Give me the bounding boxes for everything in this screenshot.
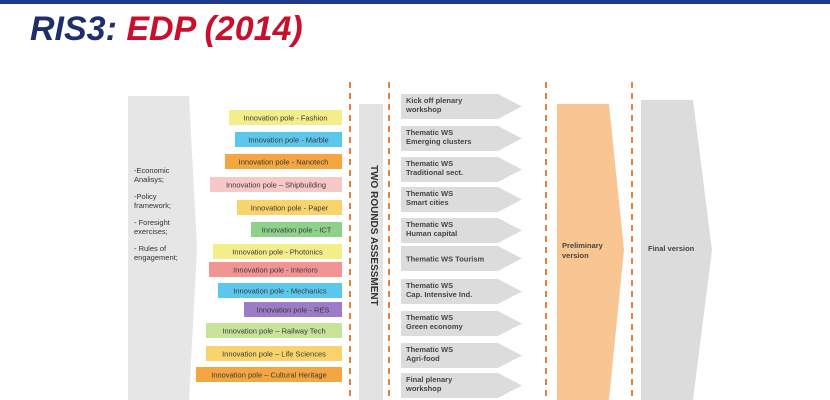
workshop-label: Thematic WS [406, 159, 454, 168]
innovation-pole-label: Innovation pole - Fashion [243, 113, 328, 123]
title-main: EDP (2014) [126, 10, 303, 48]
innovation-pole-label: Innovation pole - RES [256, 305, 330, 315]
innovation-pole-label: Innovation pole – Shipbuilding [225, 180, 327, 190]
preliminary-version-label: Preliminary [562, 241, 603, 250]
analysis-item-text: engagement; [134, 253, 178, 262]
innovation-pole-label: Innovation pole - Photonics [232, 247, 323, 257]
analysis-item-text: Analisys; [134, 175, 165, 184]
preliminary-version-label: version [562, 251, 589, 260]
innovation-pole-label: Innovation pole - Marble [248, 135, 329, 145]
analysis-item-text: exercises; [134, 227, 168, 236]
workshop-label: Thematic WS [406, 313, 454, 322]
innovation-pole-label: Innovation pole - ICT [261, 225, 332, 235]
innovation-pole-label: Innovation pole - Nanotech [238, 157, 329, 167]
assessment-label: TWO ROUNDS ASSESSMENT [368, 165, 379, 306]
workshop-label: Green economy [406, 322, 463, 331]
workshop-label: Thematic WS Tourism [406, 254, 485, 264]
innovation-pole-label: Innovation pole - Mechanics [233, 286, 327, 296]
innovation-pole-label: Innovation pole – Life Sciences [222, 349, 326, 359]
innovation-pole-label: Innovation pole – Cultural Heritage [211, 370, 327, 380]
innovation-pole-label: Innovation pole – Railway Tech [222, 326, 326, 336]
workshop-label: Cap. Intensive Ind. [406, 290, 473, 299]
title-prefix: RIS3: [30, 10, 117, 48]
final-version-label: Final version [648, 244, 695, 253]
workshop-label: Kick off plenary [406, 96, 463, 105]
workshop-label: Thematic WS [406, 345, 454, 354]
innovation-pole-label: Innovation pole - Paper [250, 203, 329, 213]
workshop-label: Thematic WS [406, 189, 454, 198]
workshop-label: Emerging clusters [406, 137, 472, 146]
workshop-label: Thematic WS [406, 281, 454, 290]
workshop-label: Thematic WS [406, 128, 454, 137]
workshop-label: Agri-food [406, 354, 440, 363]
workshop-label: Human capital [406, 229, 458, 238]
analysis-item-text: - Rules of [134, 244, 167, 253]
analysis-item-text: framework; [134, 201, 172, 210]
workshop-label: workshop [406, 105, 442, 114]
workshop-label: Final plenary [406, 375, 453, 384]
workshop-label: Thematic WS [406, 220, 454, 229]
workshop-label: Traditional sect. [406, 168, 464, 177]
analysis-item-text: -Policy [134, 192, 157, 201]
analysis-item-text: - Foresight [134, 218, 170, 227]
analysis-item-text: -Economic [134, 166, 170, 175]
innovation-pole-label: Innovation pole - Interiors [233, 265, 318, 275]
workshop-label: Smart cities [406, 198, 449, 207]
workshop-label: workshop [406, 384, 442, 393]
